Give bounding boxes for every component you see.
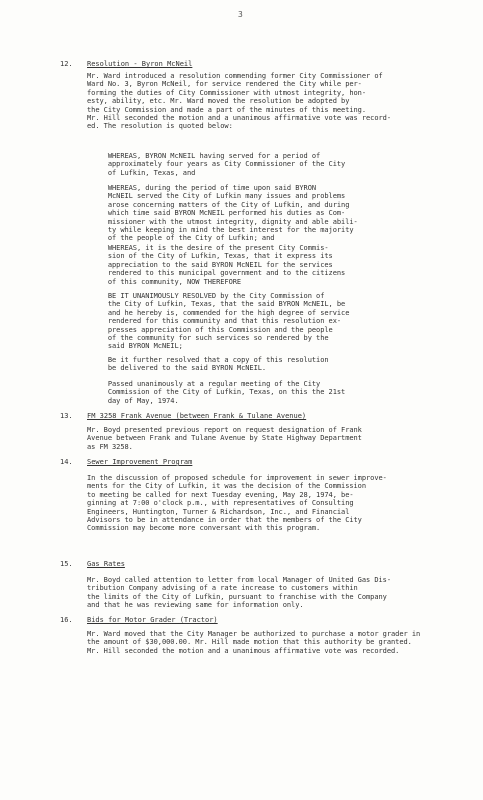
text-line: esty, ability, etc. Mr. Ward moved the resolution be adopted by bbox=[87, 97, 350, 106]
text-line: the limits of the City of Lufkin, pursuant to franchise with the Company bbox=[87, 592, 387, 601]
item-heading: Sewer Improvement Program bbox=[87, 458, 193, 466]
page-number: 3 bbox=[238, 10, 243, 19]
text-line: the City of Lufkin, Texas, that the said BYRON McNEIL, be bbox=[87, 300, 346, 309]
text-line: ments for the City of Lufkin, it was the decision of the Commission bbox=[87, 482, 367, 491]
text-line: tribution Company advising of a rate increase to customers within bbox=[87, 584, 358, 593]
text-line: Commission of the City of Lufkin, Texas, on this the 21st bbox=[87, 388, 346, 397]
text-line: Mr. Hill seconded the motion and a unanimous affirmative vote was recorded. bbox=[87, 646, 400, 655]
text-line: sion of the City of Lufkin, Texas, that it express its bbox=[87, 252, 333, 261]
text-line: the amount of $30,000.00. Mr. Hill made motion that this authority be granted. bbox=[87, 638, 412, 647]
item-heading: Bids for Motor Grader (Tractor) bbox=[87, 616, 218, 624]
text-line: McNEIL served the City of Lufkin many issues and problems bbox=[87, 192, 346, 201]
text-line: Be it further resolved that a copy of this resolution bbox=[87, 356, 329, 364]
text-line: said BYRON McNEIL; bbox=[87, 342, 183, 351]
item-number: 13. bbox=[60, 412, 73, 420]
text-line: and that he was reviewing same for information only. bbox=[87, 601, 304, 610]
text-line: day of May, 1974. bbox=[87, 396, 179, 405]
text-line: of Lufkin, Texas, and bbox=[87, 168, 196, 177]
text-line: of the community for such services so rendered by the bbox=[87, 334, 329, 342]
text-line: arose concerning matters of the City of Lufkin, and during bbox=[87, 200, 350, 209]
text-line: appreciation to the said BYRON McNEIL for the services bbox=[87, 260, 333, 269]
text-line: BE IT UNANIMOUSLY RESOLVED by the City Commission of bbox=[87, 292, 325, 300]
text-line: Commission may become more conversant with this program. bbox=[87, 524, 321, 533]
text-line: be delivered to the said BYRON McNEIL. bbox=[87, 364, 267, 373]
text-line: of the people of the City of Lufkin; and bbox=[87, 234, 275, 243]
text-line: to meeting be called for next Tuesday evening, May 28, 1974, be- bbox=[87, 490, 354, 499]
text-line: Mr. Boyd called attention to letter from local Manager of United Gas Dis- bbox=[87, 576, 391, 584]
text-line: presses appreciation of this Commission and the people bbox=[87, 325, 333, 334]
text-line: missioner with the utmost integrity, dignity and able abili- bbox=[87, 217, 358, 226]
item-number: 12. bbox=[60, 60, 73, 68]
item-number: 14. bbox=[60, 458, 73, 466]
item-number: 16. bbox=[60, 616, 73, 624]
text-line: In the discussion of proposed schedule for improvement in sewer improve- bbox=[87, 474, 387, 482]
text-line: WHEREAS, it is the desire of the present City Commis- bbox=[87, 244, 329, 252]
text-line: Mr. Ward moved that the City Manager be authorized to purchase a motor grader in bbox=[87, 630, 421, 638]
text-line: of this community, NOW THEREFORE bbox=[87, 277, 242, 286]
text-line: ty while keeping in mind the best interest for the majority bbox=[87, 226, 354, 234]
text-line: approximately four years as City Commissioner of the City bbox=[87, 160, 346, 169]
text-line: rendered to this municipal government and to the citizens bbox=[87, 269, 346, 278]
text-line: WHEREAS, during the period of time upon said BYRON bbox=[87, 184, 317, 192]
text-line: ed. The resolution is quoted below: bbox=[87, 122, 233, 131]
text-line: WHEREAS, BYRON McNEIL having served for a period of bbox=[87, 152, 321, 160]
text-line: Passed unanimously at a regular meeting of the City bbox=[87, 380, 321, 388]
text-line: as FM 3258. bbox=[87, 442, 133, 451]
text-line: the City Commission and made a part of the minutes of this meeting. bbox=[87, 105, 367, 114]
text-line: Avenue between Frank and Tulane Avenue by State Highway Department bbox=[87, 434, 362, 443]
text-line: Ward No. 3, Byron McNeil, for service rendered the City while per- bbox=[87, 80, 362, 89]
item-heading: FM 3258 Frank Avenue (between Frank & Tulane Avenue) bbox=[87, 412, 307, 420]
text-line: Advisors to be in attendance in order that the members of the City bbox=[87, 516, 362, 524]
item-heading: Gas Rates bbox=[87, 560, 125, 568]
item-heading: Resolution - Byron McNeil bbox=[87, 60, 193, 68]
item-number: 15. bbox=[60, 560, 73, 568]
text-line: Mr. Hill seconded the motion and a unanimous affirmative vote was record- bbox=[87, 114, 391, 122]
text-line: rendered for this community and that this resolution ex- bbox=[87, 317, 342, 326]
text-line: which time said BYRON McNEIL performed his duties as Com- bbox=[87, 209, 346, 218]
text-line: Mr. Ward introduced a resolution commending former City Commissioner of bbox=[87, 72, 383, 80]
text-line: and he hereby is, commended for the high degree of service bbox=[87, 308, 350, 317]
text-line: Mr. Boyd presented previous report on request designation of Frank bbox=[87, 426, 362, 434]
text-line: ginning at 7:00 o'clock p.m., with representatives of Consulting bbox=[87, 499, 354, 508]
text-line: forming the duties of City Commissioner with utmost integrity, hon- bbox=[87, 88, 367, 97]
text-line: Engineers, Huntington, Turner & Richardson, Inc., and Financial bbox=[87, 507, 350, 516]
